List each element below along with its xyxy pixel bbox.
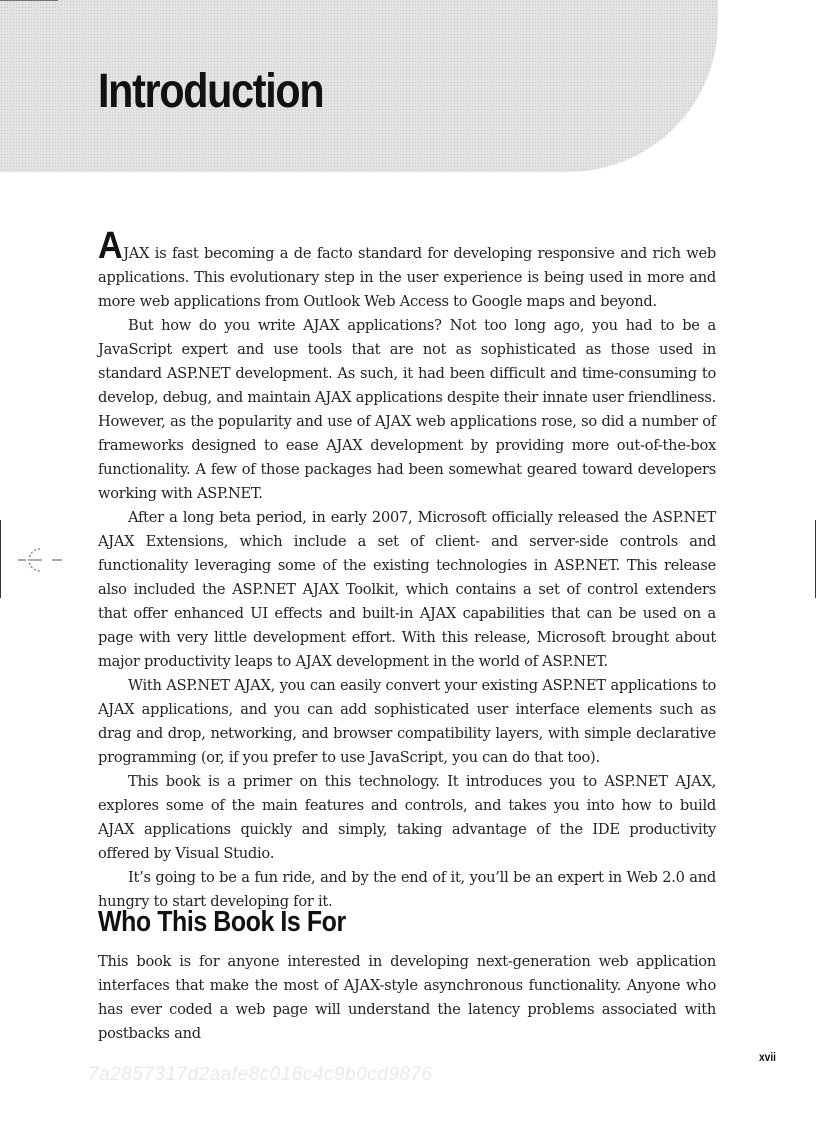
intro-paragraph-6: It’s going to be a fun ride, and by the end of it, you’ll be an expert in Web 2.0 and hungry to start developing for it. xyxy=(98,869,716,910)
intro-paragraph-3: After a long beta period, in early 2007, Microsoft officially released the ASP.NET AJAX Extensions, which include a set of client- and server-side controls and functionality leveraging some of the existing technologies in ASP.NET. This release also included the ASP.NET AJAX Toolkit, which contains a set of control extenders that offer enhanced UI effects and built-in AJAX capabilities that can be used on a page with very little development effort. With this release, Microsoft brought about major productivity leaps to AJAX development in the world of ASP.NET. xyxy=(98,509,716,670)
section-heading: Who This Book Is For xyxy=(98,906,346,938)
drop-cap: A xyxy=(98,225,123,267)
intro-paragraph-4: With ASP.NET AJAX, you can easily convert your existing ASP.NET applications to AJAX applications, and you can add sophisticated user interface elements such as drag and drop, networking, and browser compatibility layers, with simple declarative programming (or, if you prefer to use JavaScript, you can do that too). xyxy=(98,677,716,766)
intro-paragraph-2: But how do you write AJAX applications? Not too long ago, you had to be a JavaScript expert and use tools that are not as sophisticated as those used in standard ASP.NET development. As such, it had been difficult and time-consuming to develop, debug, and maintain AJAX applications despite their innate user friendliness. However, as the popularity and use of AJAX web applications rose, so did a number of frameworks designed to ease AJAX development by providing more out-of-the-box functionality. A few of those packages had been somewhat geared toward developers working with ASP.NET. xyxy=(98,317,716,502)
section-body xyxy=(98,950,716,1046)
intro-paragraph-5: This book is a primer on this technology. It introduces you to ASP.NET AJAX, explores some of the main features and controls, and takes you into how to build AJAX applications quickly and simply, taking advantage of the IDE productivity offered by Visual Studio. xyxy=(98,773,716,862)
section-paragraph: This book is for anyone interested in developing next-generation web application interfaces that make the most of AJAX-style asynchronous functionality. Anyone who has ever coded a web page will understand the latency problems associated with postbacks and xyxy=(98,953,716,1042)
intro-paragraph-1 xyxy=(98,225,716,314)
page-number: xvii xyxy=(758,1050,776,1064)
top-rule xyxy=(0,0,58,1)
watermark: 7a2857317d2aafe8c016c4c9b0cd9876 xyxy=(88,1064,433,1085)
crop-line-left xyxy=(0,520,1,598)
intro-paragraph-1-text: JAX is fast becoming a de facto standard for developing responsive and rich web applications. This evolutionary step in the user experience is being used in more and more web applications from Outlook Web Access to Google maps and beyond. xyxy=(98,245,716,310)
chapter-title: Introduction xyxy=(98,65,324,118)
registration-mark-icon xyxy=(18,545,62,575)
intro-body xyxy=(98,225,716,914)
